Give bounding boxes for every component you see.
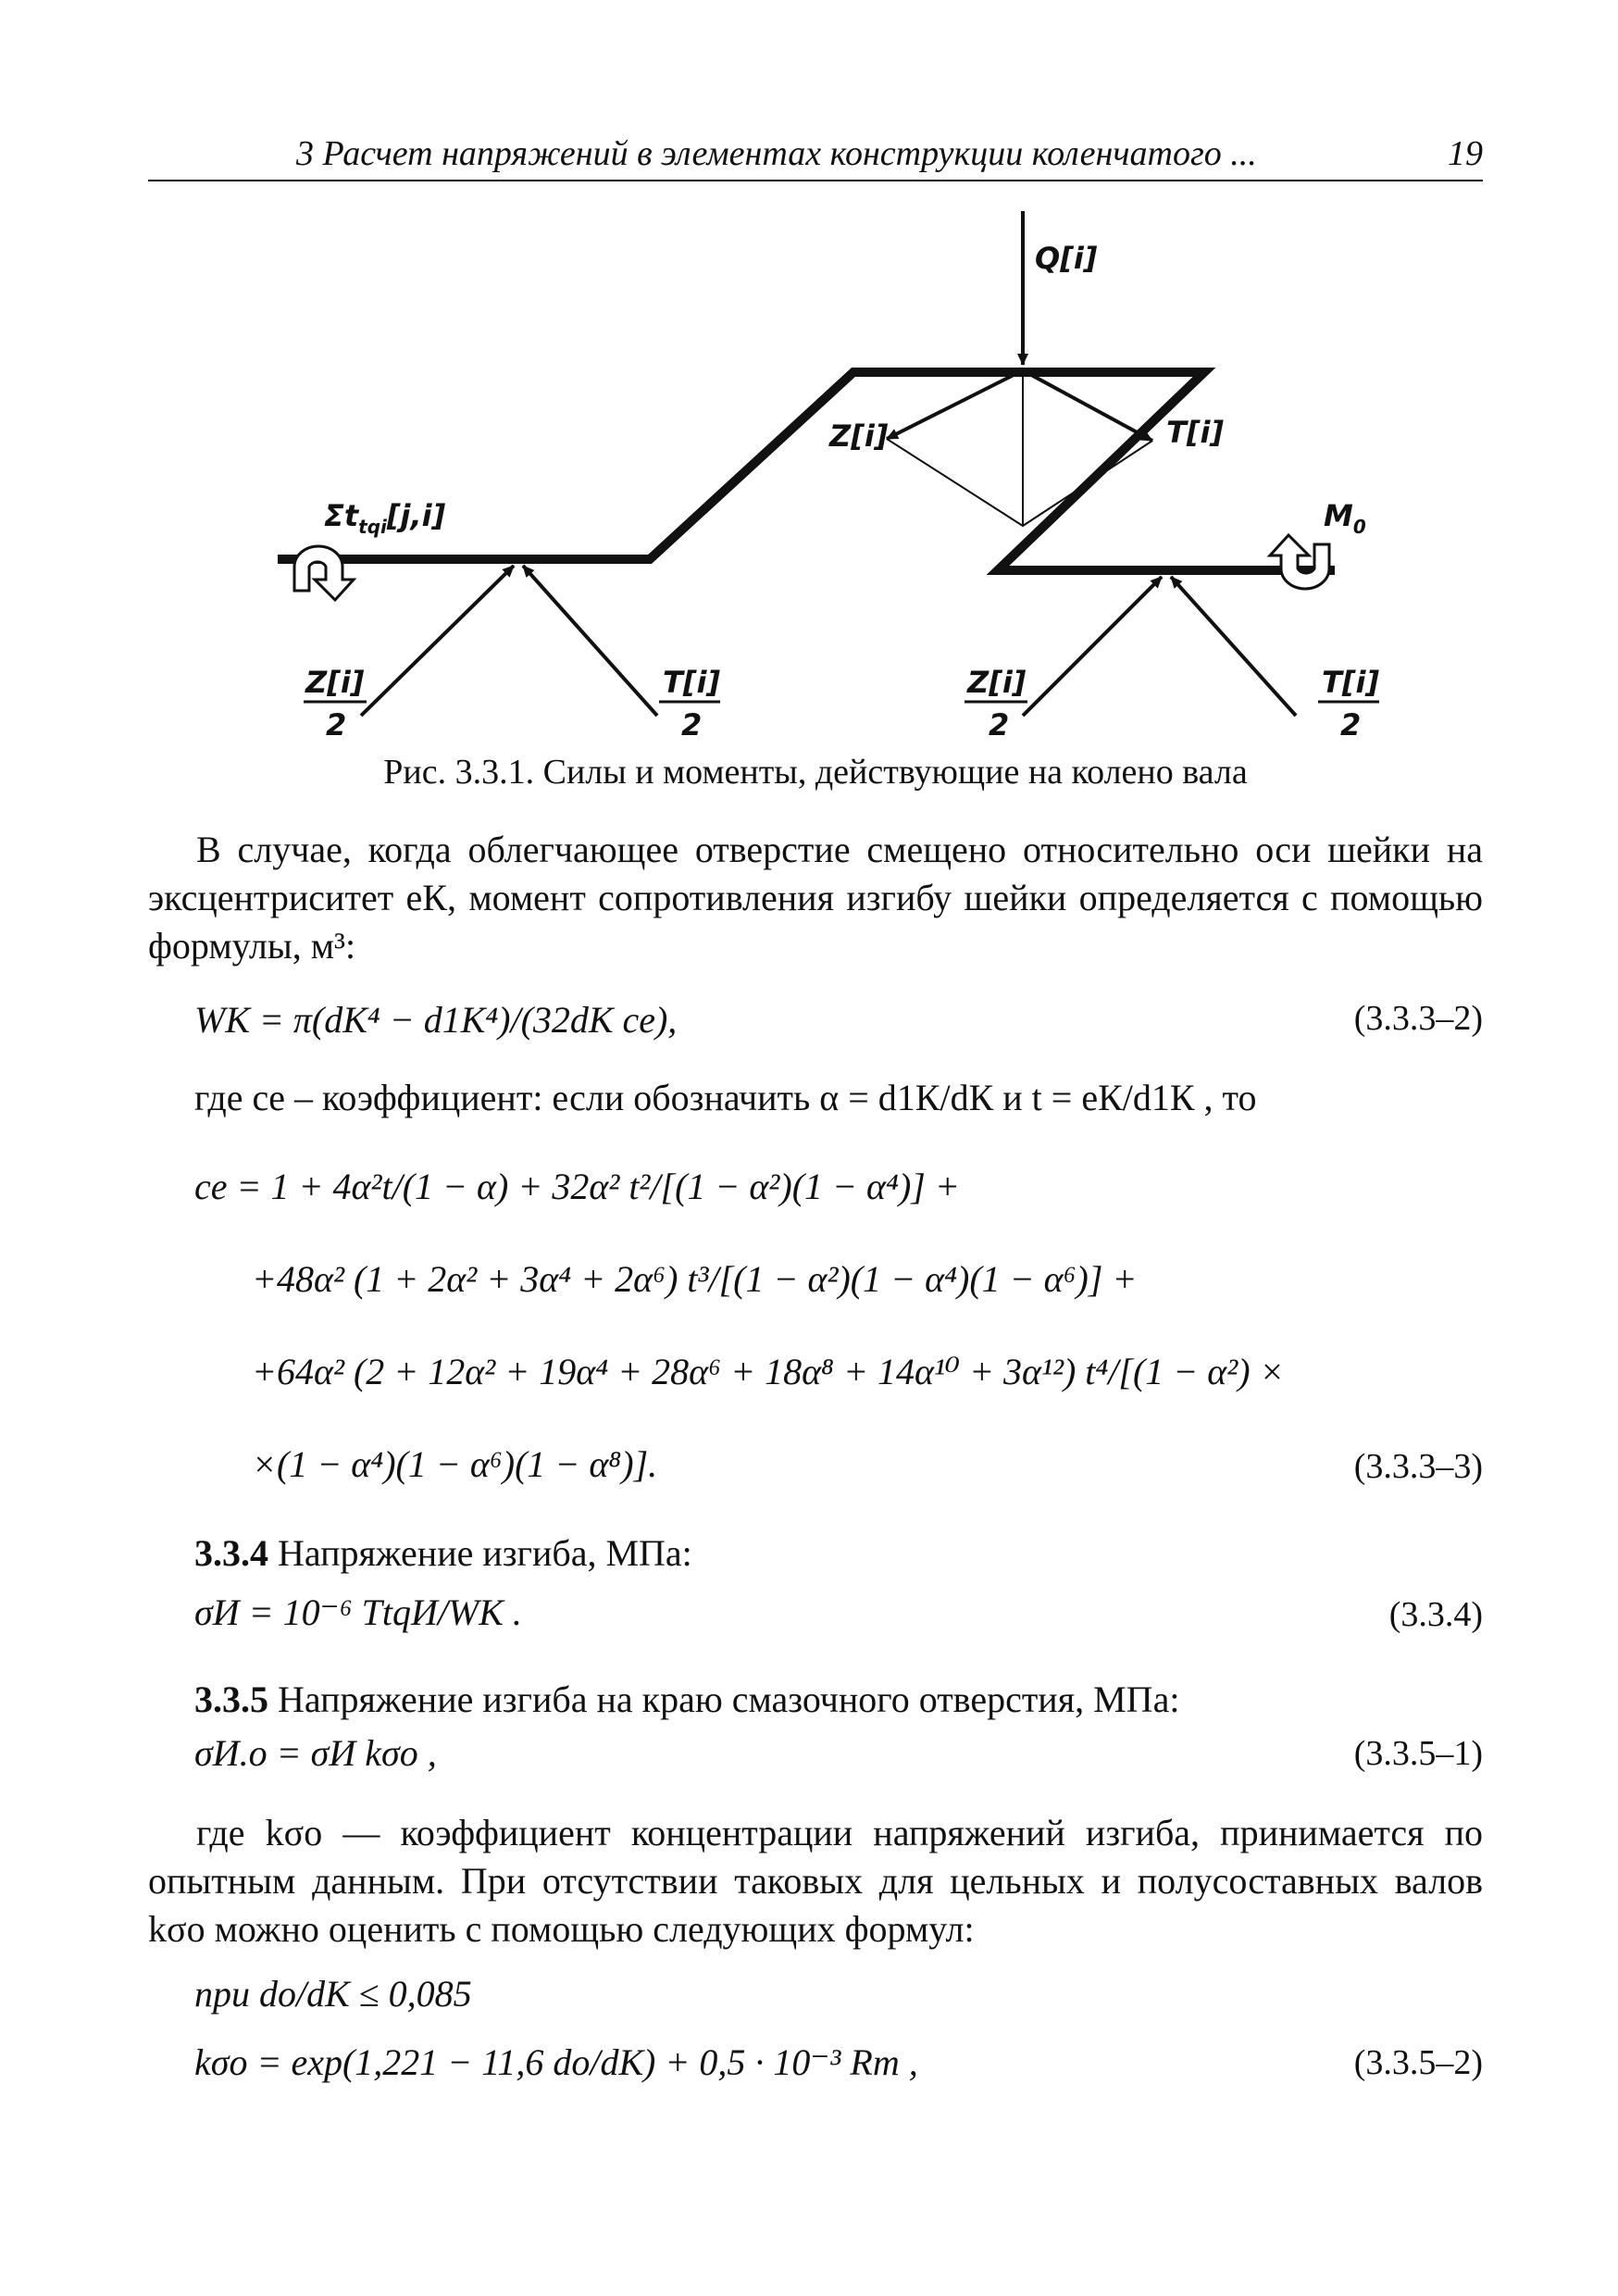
running-header bbox=[148, 130, 1483, 181]
t-half-arrow-left bbox=[523, 566, 657, 716]
equation-number: (3.3.3–3) bbox=[1353, 1447, 1483, 1486]
page-number: 19 bbox=[1448, 134, 1483, 173]
t-arrow bbox=[1023, 370, 1152, 441]
sum-moment-label: $\Sigma t_{tqi}[j,i]$ bbox=[324, 498, 446, 538]
z-arrow bbox=[887, 370, 1023, 439]
svg-text:Z[i]: Z[i] bbox=[305, 665, 365, 700]
paragraph-concentration: где kσо — коэффициент концентрации напряжений изгиба, принимается по опытным данным. При отсутствии таковых для цельных и полусоставных валов kσо можно оценить с помощью следующих формул: bbox=[148, 1812, 1483, 1950]
t-half-left bbox=[659, 665, 720, 742]
formula-hole-edge-stress: σИ.о = σИ kσо , bbox=[194, 1732, 437, 1774]
svg-text:Z[i]: Z[i] bbox=[967, 665, 1027, 700]
z-half-left bbox=[304, 665, 367, 742]
formula-ce-line-1: ce = 1 + 4α²t/(1 − α) + 32α² t²/[(1 − α²)(1 − α⁴)] + bbox=[194, 1166, 960, 1207]
q-label: Q[i] bbox=[1035, 241, 1098, 276]
svg-text:2: 2 bbox=[681, 707, 703, 742]
moment-arrow-left bbox=[294, 546, 354, 600]
section-3-3-4: 3.3.4 Напряжение изгиба, МПа: bbox=[194, 1532, 692, 1574]
z-half-arrow-right bbox=[1023, 577, 1162, 716]
equation-number: (3.3.5–2) bbox=[1353, 2043, 1483, 2082]
header-title: 3 Расчет напряжений в элементах конструкции коленчатого ... bbox=[296, 134, 1257, 173]
z-label: Z[i] bbox=[829, 418, 889, 454]
svg-text:2: 2 bbox=[989, 707, 1010, 742]
t-half-right bbox=[1318, 665, 1379, 742]
figure-caption: Рис. 3.3.1. Силы и моменты, действующие на колено вала bbox=[383, 753, 1248, 792]
crankshaft-force-diagram bbox=[278, 211, 1388, 767]
crank-shape bbox=[278, 372, 1335, 570]
z-half-right bbox=[965, 665, 1027, 742]
z-half-arrow-left bbox=[361, 566, 514, 716]
formula-bending-stress: σИ = 10⁻⁶ TtqИ/WК . bbox=[194, 1591, 522, 1633]
equation-number: (3.3.5–1) bbox=[1353, 1734, 1483, 1773]
paragraph-eccentric-hole: В случае, когда облегчающее отверстие смещено относительно оси шейки на эксцентриситет eК, момент сопротивления изгибу шейки определяется с помощью формулы, м³: bbox=[148, 829, 1483, 967]
condition-line: при do/dК ≤ 0,085 bbox=[194, 1973, 472, 2015]
svg-text:T[i]: T[i] bbox=[1322, 665, 1380, 700]
equation-number: (3.3.3–2) bbox=[1353, 999, 1483, 1038]
m0-label: $M_0$ bbox=[1324, 498, 1366, 538]
formula-k-sigma: kσо = exp(1,221 − 11,6 do/dК) + 0,5 · 10⁻³ Rm , bbox=[194, 2041, 918, 2083]
svg-text:2: 2 bbox=[326, 707, 347, 742]
section-3-3-5: 3.3.5 Напряжение изгиба на краю смазочного отверстия, МПа: bbox=[194, 1678, 1180, 1720]
equation-number: (3.3.4) bbox=[1388, 1595, 1483, 1634]
svg-text:2: 2 bbox=[1340, 707, 1362, 742]
formula-ce-line-3: +64α² (2 + 12α² + 19α⁴ + 28α⁶ + 18α⁸ + 14α¹⁰ + 3α¹²) t⁴/[(1 − α²) × bbox=[252, 1351, 1285, 1392]
formula-ce-line-4: ×(1 − α⁴)(1 − α⁶)(1 − α⁸)]. bbox=[252, 1443, 658, 1485]
t-label: T[i] bbox=[1166, 415, 1225, 450]
t-half-arrow-right bbox=[1171, 577, 1296, 716]
formula-ce-line-2: +48α² (1 + 2α² + 3α⁴ + 2α⁶) t³/[(1 − α²)(1 − α⁴)(1 − α⁶)] + bbox=[252, 1258, 1138, 1300]
svg-text:T[i]: T[i] bbox=[663, 665, 721, 700]
moment-arrow-right bbox=[1270, 535, 1329, 589]
paragraph-coefficient: где ce – коэффициент: если обозначить α = d1К/dК и t = eК/d1К , то bbox=[194, 1077, 1257, 1118]
force-parallelogram bbox=[887, 370, 1152, 526]
formula-section-modulus: WК = π(dК⁴ − d1К⁴)/(32dК ce), bbox=[194, 999, 678, 1041]
